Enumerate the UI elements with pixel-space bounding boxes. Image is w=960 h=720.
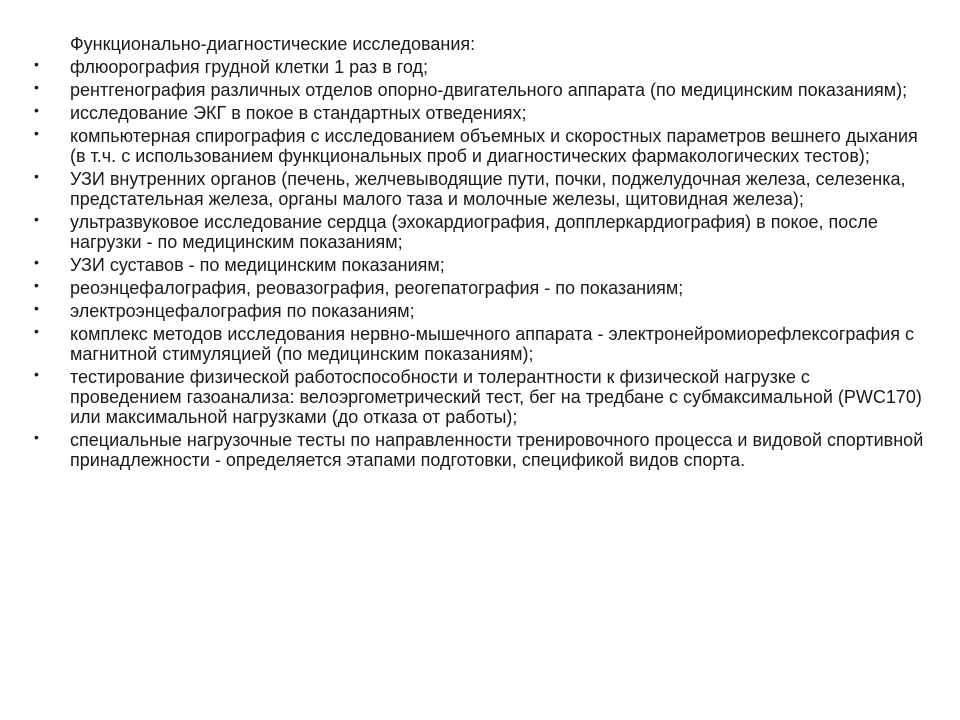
- list-item-text: комплекс методов исследования нервно-мышечного аппарата - электронейромиорефлексография с магнитной стимуляцией (по медицинским показаниям);: [70, 324, 915, 364]
- list-item-text: реоэнцефалография, реовазография, реогепатография - по показаниям;: [70, 278, 684, 298]
- bullet-icon: •: [34, 211, 39, 227]
- list-item: [34, 103, 924, 123]
- bullet-icon: •: [34, 79, 39, 95]
- list-item-text: флюорография грудной клетки 1 раз в год;: [70, 57, 429, 77]
- bullet-icon: •: [34, 300, 39, 316]
- list-item-text: тестирование физической работоспособности и толерантности к физической нагрузке с проведением газоанализа: велоэргометрический тест, бег на тредбане с субмаксимальной (PWC170) или максимальной нагрузками (до отказа от работы);: [70, 367, 922, 427]
- list-item-text: рентгенография различных отделов опорно-двигательного аппарата (по медицинским показаниям);: [70, 80, 908, 100]
- bullet-icon: •: [34, 254, 39, 270]
- bullet-icon: •: [34, 429, 39, 445]
- list-item-text: специальные нагрузочные тесты по направленности тренировочного процесса и видовой спортивной принадлежности - определяется этапами подготовки, спецификой видов спорта.: [70, 430, 924, 470]
- bullet-icon: •: [34, 125, 39, 141]
- list-item: [34, 301, 924, 321]
- list-item: [34, 169, 924, 209]
- list-item-text: компьютерная спирография с исследованием объемных и скоростных параметров вешнего дыхания (в т.ч. с использованием функциональных проб и диагностических фармакологических тестов);: [70, 126, 918, 166]
- list-item-text: электроэнцефалография по показаниям;: [70, 301, 415, 321]
- list-item: [34, 430, 924, 470]
- bullet-icon: •: [34, 323, 39, 339]
- bullet-icon: •: [34, 277, 39, 293]
- bullet-icon: •: [34, 56, 39, 72]
- list-item: [34, 212, 924, 252]
- list-item-text: УЗИ суставов - по медицинским показаниям;: [70, 255, 445, 275]
- list-item: [34, 80, 924, 100]
- bullet-icon: •: [34, 366, 39, 382]
- list-item-text: ультразвуковое исследование сердца (эхокардиография, допплеркардиография) в покое, после нагрузки - по медицинским показаниям;: [70, 212, 878, 252]
- list-heading: Функционально-диагностические исследования:: [70, 34, 476, 54]
- list-item-text: исследование ЭКГ в покое в стандартных отведениях;: [70, 103, 527, 123]
- bullet-icon: •: [34, 102, 39, 118]
- list-item: [34, 255, 924, 275]
- list-item-text: УЗИ внутренних органов (печень, желчевыводящие пути, почки, поджелудочная железа, селезенка, предстательная железа, органы малого таза и молочные железы, щитовидная железа);: [70, 169, 906, 209]
- bullet-list: [34, 57, 924, 470]
- list-item: [34, 126, 924, 166]
- slide-content: [34, 34, 924, 473]
- list-item: [34, 324, 924, 364]
- list-item: [34, 57, 924, 77]
- list-item: [34, 367, 924, 427]
- bullet-icon: •: [34, 168, 39, 184]
- list-item: [34, 278, 924, 298]
